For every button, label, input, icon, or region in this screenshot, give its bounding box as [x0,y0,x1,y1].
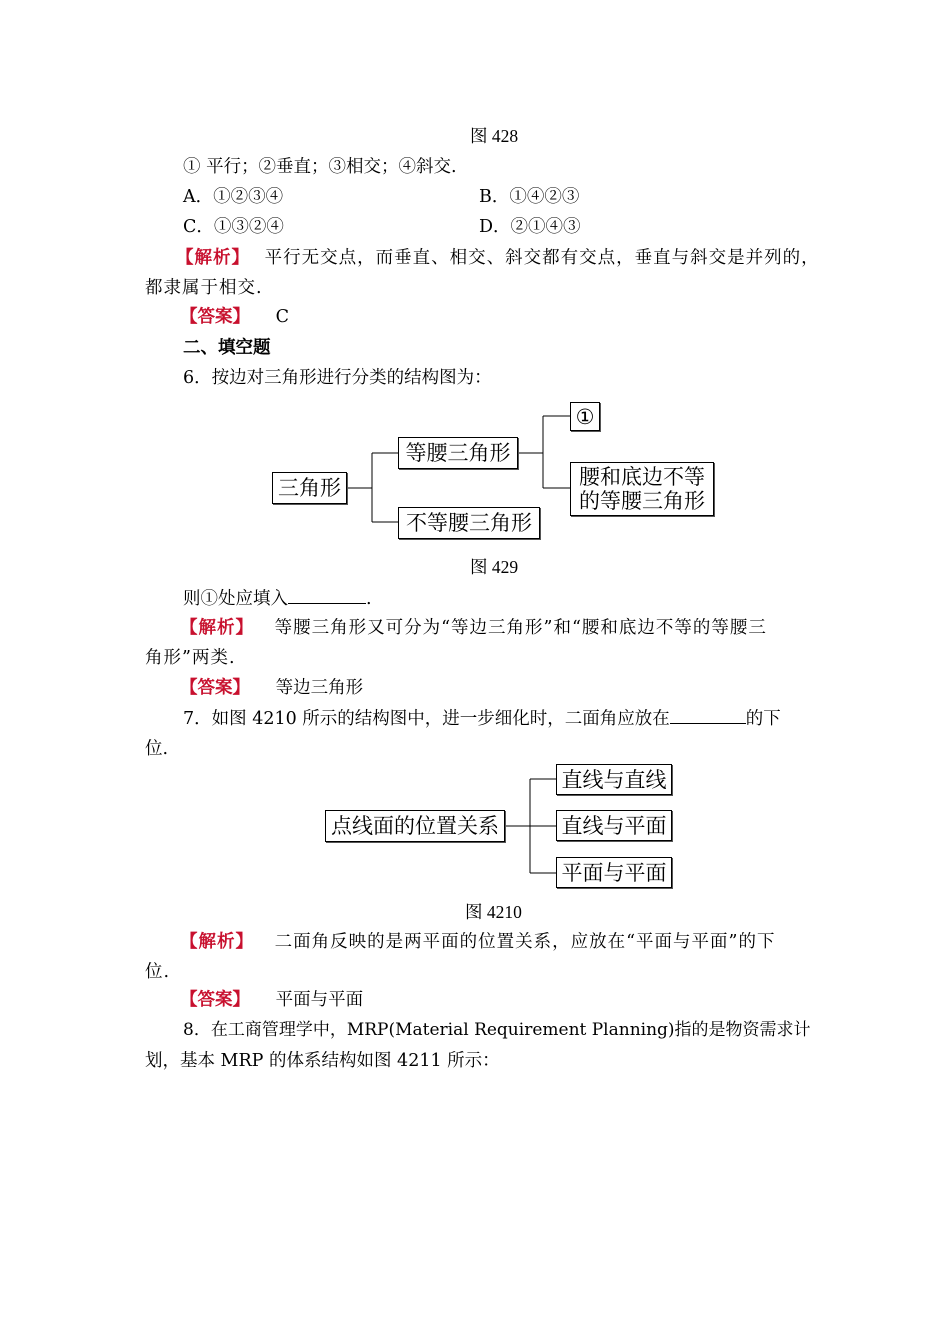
node-point-line-plane: 点线面的位置关系 [325,810,505,842]
node-line-1: 腰和底边不等 [579,465,705,489]
section-title: 二、填空题 [183,338,271,358]
stem-prefix: 7．如图 4210 所示的结构图中，进一步细化时，二面角应放在 [183,709,670,729]
figure-4210-caption: 图 4210 [465,902,522,922]
answer-value: 等边三角形 [275,678,364,698]
q5-option-c: C．①③②④ [183,217,284,237]
figure-429-caption: 图 429 [470,557,519,577]
node-plane-plane: 平面与平面 [556,857,672,888]
answer-label: 【答案】 [180,307,250,327]
q7-analysis-cont: 位. [145,962,171,982]
q7-answer [180,988,363,1012]
fill-blank [288,586,366,604]
fill-prefix: 则①处应填入 [183,589,288,609]
analysis-label: 【解析】 [180,618,254,638]
answer-value: 平面与平面 [275,990,364,1010]
q5-option-b: B．①④②③ [479,187,580,207]
node-isosceles: 等腰三角形 [398,437,518,469]
answer-label: 【答案】 [180,678,250,698]
q8-stem-cont: 划，基本 MRP 的体系结构如图 4211 所示： [145,1051,500,1071]
q6-answer [180,676,363,700]
node-isosceles-unequal [570,462,714,516]
q5-option-d: D．②①④③ [479,217,581,237]
q7-stem [183,706,781,731]
q5-items: ① 平行；②垂直；③相交；④斜交. [183,157,457,177]
q5-option-a: A．①②③④ [183,187,284,207]
q6-analysis-cont: 角形”两类. [145,648,236,668]
q7-analysis [180,930,775,954]
q7-stem-cont: 位. [145,739,169,759]
node-line-line: 直线与直线 [556,764,672,795]
q8-stem: 8．在工商管理学中，MRP(Material Requirement Planning)指的是物资需求计 [183,1020,811,1040]
q6-stem: 6．按边对三角形进行分类的结构图为： [183,368,492,388]
figure-428-caption: 图 428 [470,126,519,146]
q6-fill [183,586,372,611]
stem-blank [670,706,746,724]
analysis-label: 【解析】 [180,932,254,952]
node-blank-1: ① [570,402,600,431]
analysis-label: 【解析】 [176,248,250,268]
q6-analysis [180,616,767,640]
node-line-2: 的等腰三角形 [579,489,705,513]
node-scalene: 不等腰三角形 [398,507,540,539]
q5-analysis-cont: 都隶属于相交. [145,278,263,298]
answer-value: C [275,307,289,327]
node-triangle: 三角形 [272,472,347,504]
answer-label: 【答案】 [180,990,250,1010]
analysis-text: 平行无交点，而垂直、相交、斜交都有交点，垂直与斜交是并列的， [264,248,820,268]
node-line-plane: 直线与平面 [556,810,672,841]
fill-suffix: . [366,589,372,609]
analysis-text: 等腰三角形又可分为“等边三角形”和“腰和底边不等的等腰三 [274,618,767,638]
analysis-text: 二面角反映的是两平面的位置关系，应放在“平面与平面”的下 [274,932,776,952]
stem-suffix: 的下 [745,709,781,729]
